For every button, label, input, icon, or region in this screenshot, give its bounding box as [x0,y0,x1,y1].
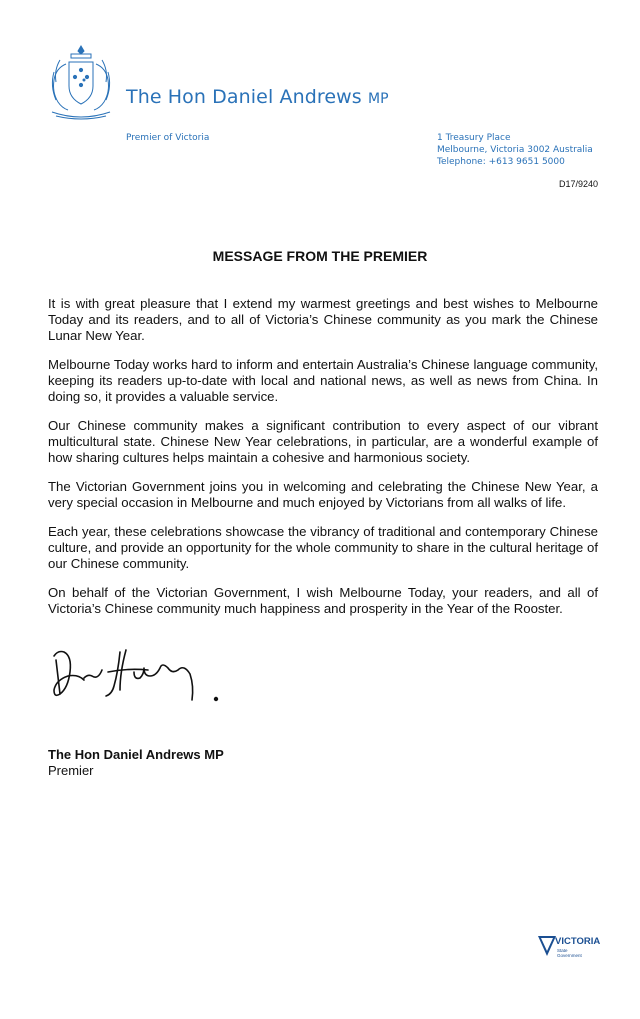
signoff-name: The Hon Daniel Andrews MP [48,747,224,762]
paragraph: On behalf of the Victorian Government, I wish Melbourne Today, your readers, and all of Victoria’s Chinese community much happiness and prosperity in the Year of the Rooster. [48,585,598,616]
address-line: 1 Treasury Place [437,133,511,143]
paragraph: Melbourne Today works hard to inform and entertain Australia’s Chinese language community, keeping its readers up-to-date with local and national news, as well as news from China. In doing so, it provides a valuable service. [48,357,598,404]
reference-number: D17/9240 [558,179,598,189]
address-line: Telephone: +613 9651 5000 [437,157,565,167]
signoff-role: Premier [48,763,94,778]
paragraph: Each year, these celebrations showcase the vibrancy of traditional and contemporary Chinese culture, and provide an opportunity for the whole community to share in the cultural heritage of our Chinese community. [48,524,598,571]
sender-name-suffix: MP [367,91,389,107]
sender-name-text: The Hon Daniel Andrews [126,86,362,108]
paragraph: It is with great pleasure that I extend my warmest greetings and best wishes to Melbourne Today and its readers, and to all of Victoria’s Chinese community as you mark the Chinese Lunar New Year. [48,296,598,343]
victoria-logo-subtext: State [557,948,568,953]
letter-body [48,296,598,630]
victoria-state-government-logo-icon [538,934,602,968]
paragraph: The Victorian Government joins you in welcoming and celebrating the Chinese New Year, a very special occasion in Melbourne and much enjoyed by Victorians from all walks of life. [48,479,598,510]
handwritten-signature-icon [48,642,228,710]
sender-address [437,132,593,168]
victoria-logo-text: VICTORIA [555,936,601,947]
page-title: MESSAGE FROM THE PREMIER [212,248,428,264]
victoria-logo-subtext: Government [557,953,582,958]
sender-name [126,86,389,108]
sender-title: Premier of Victoria [126,133,210,143]
paragraph: Our Chinese community makes a significant contribution to every aspect of our vibrant multicultural state. Chinese New Year celebrations, in particular, are a wonderful example of how sharing cultures helps maintain a cohesive and harmonious society. [48,418,598,465]
address-line: Melbourne, Victoria 3002 Australia [437,145,593,155]
victoria-coat-of-arms-icon [44,42,118,120]
